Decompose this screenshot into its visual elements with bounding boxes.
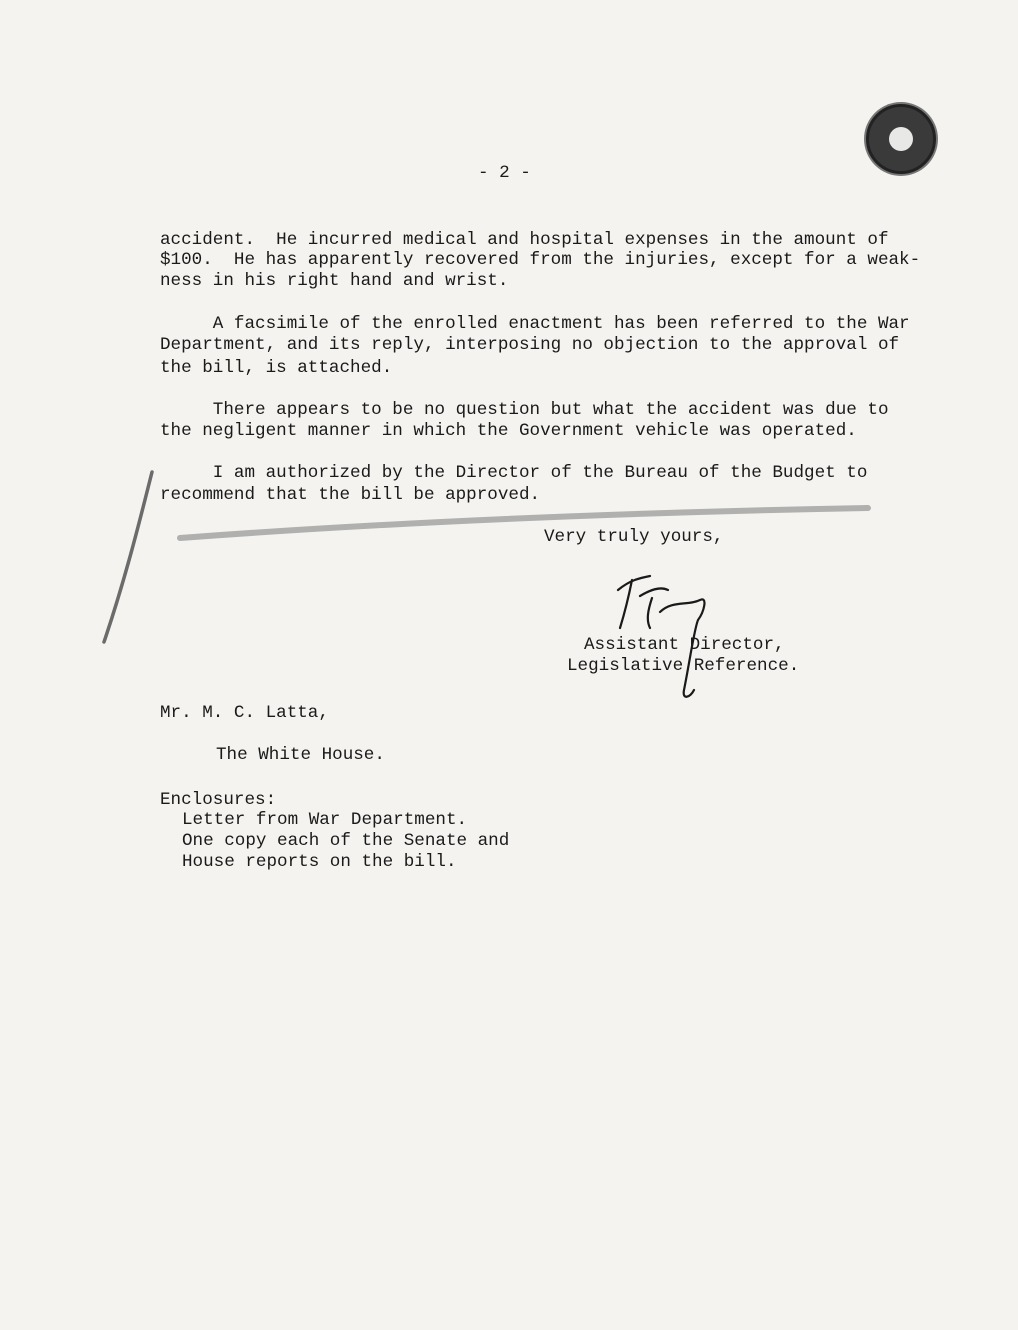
enclosure-item: House reports on the bill. <box>182 852 457 872</box>
body-line: $100. He has apparently recovered from the injuries, except for a weak- <box>160 250 921 270</box>
body-line: A facsimile of the enrolled enactment has been referred to the War <box>160 314 910 334</box>
signature-title-line2: Legislative Reference. <box>567 656 800 676</box>
page-number: - 2 - <box>478 163 531 183</box>
enclosure-item: Letter from War Department. <box>182 810 468 830</box>
addressee-name: Mr. M. C. Latta, <box>160 703 329 723</box>
body-line: the bill, is attached. <box>160 358 393 378</box>
body-line: ness in his right hand and wrist. <box>160 271 509 291</box>
addressee-place: The White House. <box>216 745 385 765</box>
body-line: accident. He incurred medical and hospital expenses in the amount of <box>160 230 889 250</box>
body-line: the negligent manner in which the Government vehicle was operated. <box>160 421 857 441</box>
body-line: I am authorized by the Director of the Bureau of the Budget to <box>160 463 868 483</box>
body-line: Department, and its reply, interposing no objection to the approval of <box>160 335 900 355</box>
body-line: recommend that the bill be approved. <box>160 485 541 505</box>
enclosure-item: One copy each of the Senate and <box>182 831 510 851</box>
signature-title-line1: Assistant Director, <box>584 635 785 655</box>
closing: Very truly yours, <box>544 527 724 547</box>
body-line: There appears to be no question but what the accident was due to <box>160 400 889 420</box>
enclosures-heading: Enclosures: <box>160 790 277 810</box>
